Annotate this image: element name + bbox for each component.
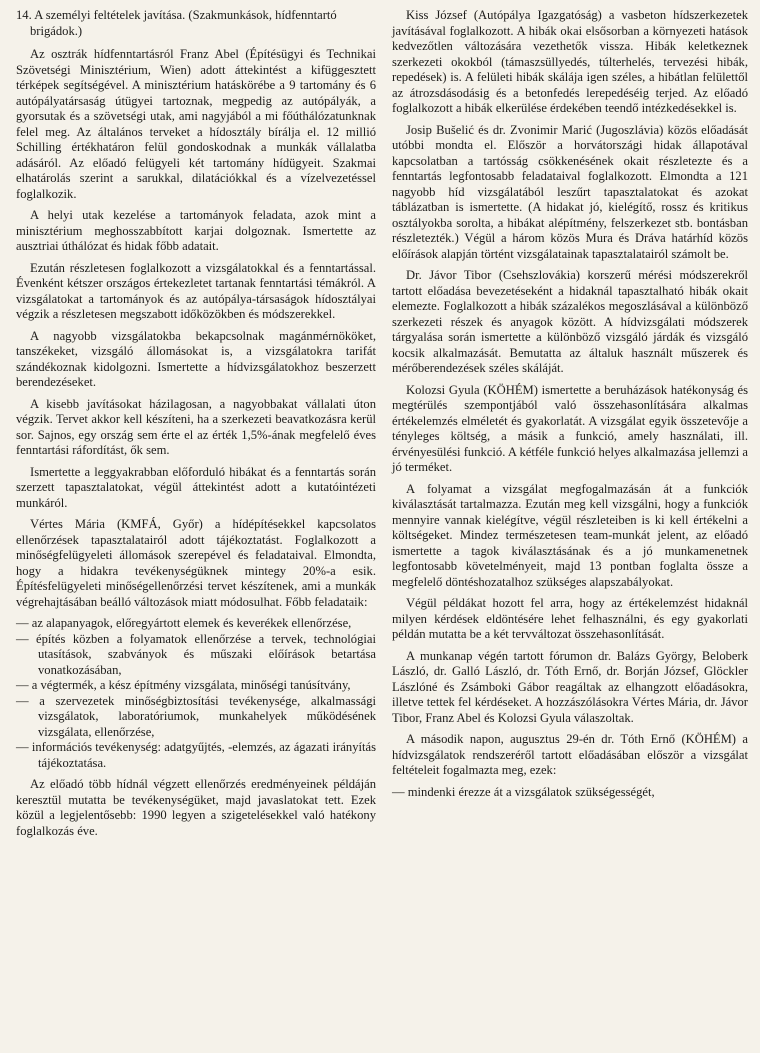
list-item: — mindenki érezze át a vizsgálatok szükségességét,: [392, 785, 748, 801]
list-item: — a szervezetek minőségbiztosítási tevékenysége, alkalmassági vizsgálatok, laboratóriumok, munkahelyek működésének vizsgálata, ellenőrzése,: [16, 694, 376, 741]
paragraph: A folyamat a vizsgálat megfogalmazásán át a funkciók kiválasztását tartalmazza. Ezután meg kell vizsgálni, hogy a funkciók mennyire vannak kielégítve, végül részleteiben is ki kell értékelni a költségeket. Mindez természetesen team-munkát jelent, az előadó ismertette a tagok kiválasztásának és a jó munkamenetnek legfontosabb követelményeit, majd 13 pontban foglalta össze a megfelelő döntéshozatalhoz szükséges alapszabályokat.: [392, 481, 748, 589]
section-heading: 14. A személyi feltételek javítása. (Szakmunkások, hídfenntartó brigádok.): [16, 8, 337, 38]
paragraph: A kisebb javításokat házilagosan, a nagyobbakat vállalati úton végzik. Tervet akkor kell készíteni, ha a szerkezeti beavatkozásra kerül sor. Sajnos, egy ország sem érte el az érték 1,5%-ának megfelelő éves fenntartási ráfordítást, ők sem.: [16, 396, 376, 457]
list-item: — az alapanyagok, előregyártott elemek és keverékek ellenőrzése,: [16, 616, 376, 632]
paragraph: Kolozsi Gyula (KÖHÉM) ismertette a beruházások hatékonyság és megtérülés szempontjából való összehasonlítására alkalmas értékelemzés elméletét és gyakorlatát. A vizsgálat egyik összetevője a tényleges költség, a másik a funkció, amely használati, ill. érvényesülési funkció. A kétféle funkció helyes alkalmazása jellemzi a jó terméket.: [392, 382, 748, 474]
task-list: [16, 616, 376, 771]
list-item: — információs tevékenység: adatgyűjtés, -elemzés, az ágazati irányítás tájékoztatása.: [16, 740, 376, 771]
paragraph: Az előadó több hídnál végzett ellenőrzés eredményeinek példáján keresztül mutatta be tevékenységüket, majd javaslatokat tett. Ezek közül a legjelentősebb: 1990 legyen a szigetelésekkel való hatékony foglalkozás éve.: [16, 777, 376, 838]
list-item: — építés közben a folyamatok ellenőrzése a tervek, technológiai utasítások, szabványok és műszaki előírások betartása vonatkozásában,: [16, 632, 376, 679]
paragraph: Az osztrák hídfenntartásról Franz Abel (Építésügyi és Technikai Szövetségi Minisztérium, Wien) adott áttekintést a kifüggesztett térképek segítségével. A minisztérium hatáskörébe a 9 tartomány és 6 autópályatársaság útügyei tartoznak, megpedig az autópályák, a gyorsutak és a szövetségi utak, ami nagyjából a mi főúthálózatunknak felel meg. Az általános terveket a hídosztály bírálja el. 12 millió Schilling értékhatáron felül gondoskodnak a munkák vállalatba adásáról. Az előadó felügyeli két tartomány hídügyeit. Szakmai elhatárolás szerint a sarukkal, dilatációkkal és a vízelvezetéssel foglalkozik.: [16, 47, 376, 201]
paragraph: Ismertette a leggyakrabban előforduló hibákat és a fenntartás során szerzett tapasztalatokat, végül áttekintést adott a kutatóintézeti munkáról.: [16, 464, 376, 510]
paragraph: A második napon, augusztus 29-én dr. Tóth Ernő (KÖHÉM) a hídvizsgálatok rendszeréről tartott előadásában először a vizsgálat feltételeit fogalmazta meg, ezek:: [392, 732, 748, 777]
paragraph: Ezután részletesen foglalkozott a vizsgálatokkal és a fenntartással. Évenként kétszer országos értekezletet tartanak fenntartási témákról. A vizsgálatokat a tartományok és az autópálya-társaságok hídosztályai végzik a részletesen megszabott időközökben és módszerekkel.: [16, 260, 376, 321]
paragraph: A helyi utak kezelése a tartományok feladata, azok mint a minisztérium meghosszabbított karjai dolgoznak. Ismertette az ausztriai úthálózat és hidak főbb adatait.: [16, 208, 376, 253]
list-item: — a végtermék, a kész építmény vizsgálata, minőségi tanúsítvány,: [16, 678, 376, 694]
condition-list: [392, 785, 748, 801]
paragraph: A munkanap végén tartott fórumon dr. Balázs György, Beloberk László, dr. Galló László, dr. Tóth Ernő, dr. Borján József, Glöckler Lászlóné és Zsámboki Gábor reagáltak az elhangzott előadásokra, illetve tettek fel kérdéseket. A hozzászólásokra Vértes Mária, dr. Jávor Tibor, Franz Abel és Kolozsi Gyula válaszoltak.: [392, 648, 748, 725]
paragraph: Vértes Mária (KMFÁ, Győr) a hídépítésekkel kapcsolatos ellenőrzések tapasztalatairól adott tájékoztatást. Foglalkozott a minőségfelügyeleti állomások szerepével és feladataival. Elmondta, hogy a hidakra tevékenységüknek mintegy 20%-a esik. Építésfelügyeleti minőségellenőrzési tervet készítenek, ami a munkák végrehajtásában beálló változások miatt módosulhat. Főbb feladataik:: [16, 517, 376, 609]
right-column: [392, 8, 748, 806]
paragraph: Végül példákat hozott fel arra, hogy az értékelemzést hidaknál milyen kérdések eldöntésére lehet felhasználni, és egy gyakorlati példán mutatta be a két tervváltozat összehasonlítását.: [392, 596, 748, 641]
paragraph: Josip Bušelić és dr. Zvonimir Marić (Jugoszlávia) közös előadását utóbbi mondta el. Először a horvátországi hidak állapotával kapcsolatban a tartósság csökkenésének okait részletezte és a fenntartás legfontosabb feladataival foglalkozott. Elmondta a 121 nagyobb híd vizsgálatából leszűrt tapasztalatokat és azokat táblázatban is ismertette. (A hidakat jó, kielégítő, rossz és kritikus osztályokba sorolta, a hibákat alépítmény, felszerkezet stb. bontásban részletezték.) Végül a három közös Mura és Dráva határhíd közös előírások alapján történt vizsgálatainak tapasztalatairól számolt be.: [392, 122, 748, 261]
left-column: [16, 8, 376, 845]
paragraph: Dr. Jávor Tibor (Csehszlovákia) korszerű mérési módszerekről tartott előadása bevezetéseként a hidaknál tapasztalható hibák okait elemezte. Foglalkozott a hibák százalékos megoszlásával a különböző szerkezeti részek és anyagok között. A hídvizsgálati módszerek tárgyalása során ismertette a különböző vizsgáló járdák és vizsgáló kocsik alkalmazását. Bemutatta az általuk használt műszerek és mérőberendezések széles skáláját.: [392, 268, 748, 375]
paragraph: A nagyobb vizsgálatokba bekapcsolnak magánmérnököket, tanszékeket, vizsgáló állomásokat is, a vizsgálatokra tarifát szándékoznak kidolgozni. Ismertette a hídvizsgálatokhoz beszerzett berendezéseket.: [16, 328, 376, 389]
paragraph: Kiss József (Autópálya Igazgatóság) a vasbeton hídszerkezetek javításával foglalkozott. A hibák okai elsősorban a környezeti hatások kedvezőtlen változására vezethetők vissza. Hibák keletkeznek szerkezeti okokból (támaszsüllyedés, túlterhelés, tervezési hibák, repedések) is. A felületi hibák skálája igen széles, a hibátlan felülettől az átrozsdásodásig és a betonfedés lerepedéséig terjed. Az előadó foglalkozott a hibák elkerülése érdekében teendő intézkedésekkel is.: [392, 8, 748, 115]
